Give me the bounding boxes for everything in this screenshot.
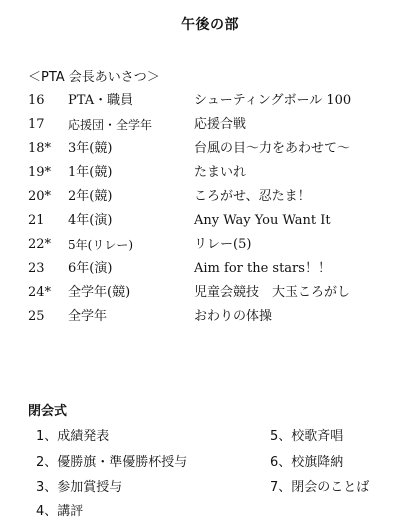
program-row: [28, 309, 408, 333]
program-row: [28, 189, 408, 213]
program-row: [28, 117, 408, 141]
closing-item: 5、校歌斉唱: [270, 429, 344, 444]
program-grade: 全学年: [68, 309, 108, 324]
program-event-title: リレー(5): [194, 237, 252, 252]
program-event-title: Any Way You Want It: [194, 213, 331, 228]
program-number: 23: [28, 261, 45, 276]
program-grade: PTA・職員: [68, 93, 134, 108]
program-event-title: おわりの体操: [194, 309, 273, 324]
program-event-title: たまいれ: [194, 165, 247, 180]
program-row: [28, 213, 408, 237]
program-number: 24*: [28, 285, 52, 300]
program-grade: 6年(演): [68, 261, 113, 276]
closing-item: 6、校旗降納: [270, 455, 344, 470]
program-row: [28, 237, 408, 261]
program-grade: 5年(リレー): [68, 238, 133, 252]
program-grade: 全学年(競): [68, 285, 131, 300]
program-row: [28, 93, 408, 117]
program-number: 21: [28, 213, 45, 228]
program-event-title: 台風の目～力をあわせて～: [194, 141, 351, 156]
section-title: 午後の部: [181, 17, 239, 33]
program-event-title: Aim for the stars！！: [194, 261, 331, 276]
program-event-title: ころがせ、忍たま！: [194, 189, 311, 204]
program-number: 22*: [28, 237, 52, 252]
program-grade: 応援団・全学年: [68, 118, 153, 132]
program-row: [28, 285, 408, 309]
program-number: 20*: [28, 189, 52, 204]
closing-ceremony-heading: 閉会式: [28, 404, 68, 419]
program-grade: 4年(演): [68, 213, 113, 228]
program-grade: 2年(競): [68, 189, 113, 204]
closing-item: 7、閉会のことば: [270, 480, 370, 495]
program-number: 17: [28, 117, 45, 132]
closing-item: 3、参加賞授与: [36, 480, 123, 495]
closing-item: 1、成績発表: [36, 429, 110, 444]
program-event-title: 応援合戦: [194, 117, 247, 132]
program-event-title: シューティングボール 100: [194, 93, 352, 108]
program-grade: 3年(競): [68, 141, 113, 156]
program-grade: 1年(競): [68, 165, 113, 180]
program-event-title: 児童会競技 大玉ころがし: [194, 285, 351, 300]
program-number: 25: [28, 309, 45, 324]
closing-item: 4、講評: [36, 504, 84, 519]
pta-greeting-line: ＜PTA 会長あいさつ＞: [28, 70, 160, 85]
program-row: [28, 261, 408, 285]
program-number: 18*: [28, 141, 52, 156]
program-number: 19*: [28, 165, 52, 180]
closing-item: 2、優勝旗・準優勝杯授与: [36, 455, 188, 470]
program-number: 16: [28, 93, 45, 108]
program-row: [28, 165, 408, 189]
program-list: [28, 93, 408, 333]
program-row: [28, 141, 408, 165]
